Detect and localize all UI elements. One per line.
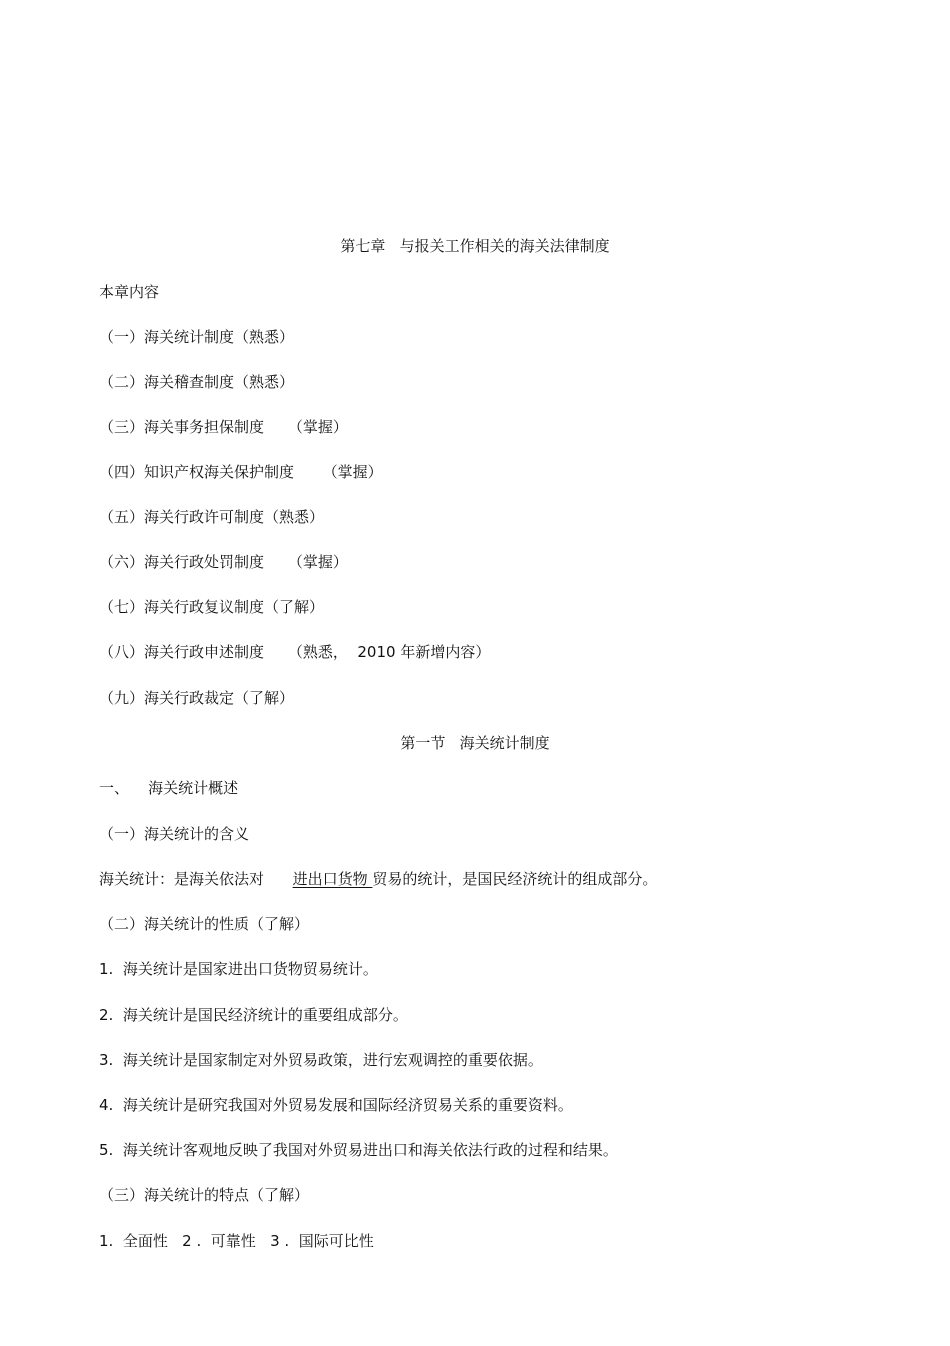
- definition-suffix: 贸易的统计，是国民经济统计的组成部分。: [372, 870, 658, 888]
- contents-item: （四）知识产权海关保护制度 （掌握）: [99, 463, 383, 481]
- chapter-title: 第七章 与报关工作相关的海关法律制度: [340, 237, 610, 255]
- nature-item: 1. 海关统计是国家进出口货物贸易统计。: [99, 960, 378, 978]
- nature-item: 3. 海关统计是国家制定对外贸易政策，进行宏观调控的重要依据。: [99, 1051, 543, 1069]
- definition-underlined-term: 进出口货物: [292, 870, 373, 888]
- sub1-heading: （一）海关统计的含义: [99, 825, 250, 843]
- sub2-heading: （二）海关统计的性质（了解）: [99, 915, 310, 933]
- contents-item: （八）海关行政申述制度 （熟悉， 2010 年新增内容）: [99, 643, 491, 661]
- contents-heading: 本章内容: [99, 283, 160, 301]
- nature-item: 4. 海关统计是研究我国对外贸易发展和国际经济贸易关系的重要资料。: [99, 1096, 573, 1114]
- contents-item: （二）海关稽查制度（熟悉）: [99, 373, 295, 391]
- sub3-heading: （三）海关统计的特点（了解）: [99, 1186, 310, 1204]
- contents-item: （一）海关统计制度（熟悉）: [99, 328, 295, 346]
- part1-heading: 一、 海关统计概述: [99, 779, 239, 797]
- contents-item: （七）海关行政复议制度（了解）: [99, 598, 325, 616]
- nature-item: 2. 海关统计是国民经济统计的重要组成部分。: [99, 1006, 408, 1024]
- contents-item: （五）海关行政许可制度（熟悉）: [99, 508, 325, 526]
- contents-item: （六）海关行政处罚制度 （掌握）: [99, 553, 348, 571]
- definition-paragraph: [99, 869, 657, 889]
- contents-item: （三）海关事务担保制度 （掌握）: [99, 418, 348, 436]
- section-title: 第一节 海关统计制度: [400, 734, 550, 752]
- contents-item: （九）海关行政裁定（了解）: [99, 689, 295, 707]
- features-line: 1. 全面性 2 . 可靠性 3 . 国际可比性: [99, 1232, 374, 1250]
- definition-prefix: 海关统计：是海关依法对: [99, 870, 293, 888]
- nature-item: 5. 海关统计客观地反映了我国对外贸易进出口和海关依法行政的过程和结果。: [99, 1141, 618, 1159]
